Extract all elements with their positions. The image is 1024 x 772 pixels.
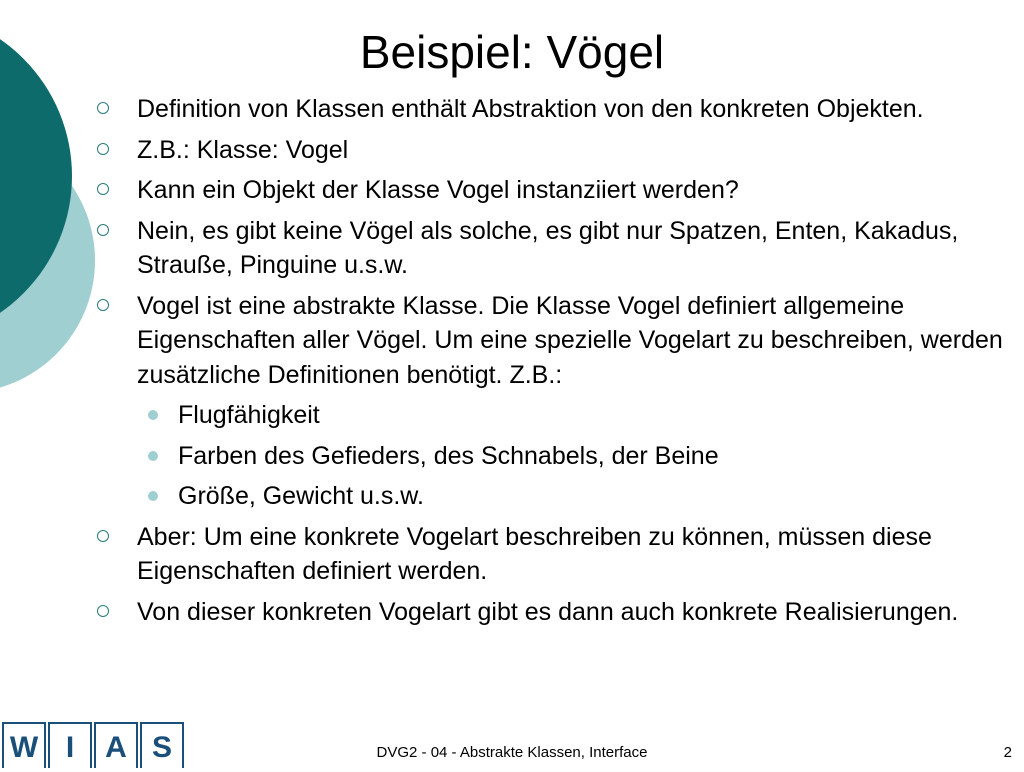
hollow-circle-bullet-icon [97,299,109,311]
sub-bullet-item [148,398,1018,433]
footer-text: DVG2 - 04 - Abstrakte Klassen, Interface [376,744,648,761]
bullet-text: Z.B.: Klasse: Vogel [137,135,349,164]
bullet-item [93,214,1018,283]
sub-bullet-text: Größe, Gewicht u.s.w. [178,482,424,510]
slide-title: Beispiel: Vögel [359,26,665,78]
sub-bullet-item [148,439,1018,474]
hollow-circle-bullet-icon [97,605,109,617]
bullet-text: Definition von Klassen enthält Abstraktion von den konkreten Objekten. [137,95,924,123]
sub-bullet-item [148,479,1018,514]
hollow-circle-bullet-icon [97,530,109,542]
bullet-item [93,520,1018,589]
hollow-circle-bullet-icon [97,143,109,155]
logo-letter: I [48,722,92,768]
hollow-circle-bullet-icon [97,224,109,236]
filled-dot-bullet-icon [148,410,158,420]
bullet-text: Von dieser konkreten Vogelart gibt es dann auch konkrete Realisierungen. [137,597,959,626]
filled-dot-bullet-icon [148,491,158,501]
bullet-item [93,595,1018,630]
bullet-text: Kann ein Objekt der Klasse Vogel instanziiert werden? [137,176,739,204]
bullet-text: Vogel ist eine abstrakte Klasse. Die Klasse Vogel definiert allgemeine Eigenschaften aller Vögel. Um eine spezielle Vogelart zu beschreiben, werden zusätzliche Definitionen benötigt. Z.B.: [137,291,1003,389]
page-number: 2 [1003,744,1012,761]
sub-bullet-text: Flugfähigkeit [178,401,320,429]
slide-content [93,92,1018,635]
hollow-circle-bullet-icon [97,183,109,195]
logo-letter: W [2,722,46,768]
logo-letter: S [140,722,184,768]
bullet-item [93,133,1018,168]
filled-dot-bullet-icon [148,451,158,461]
bullet-text: Nein, es gibt keine Vögel als solche, es gibt nur Spatzen, Enten, Kakadus, Strauße, Pinguine u.s.w. [137,216,959,279]
bullet-item [93,173,1018,208]
logo-letter: A [94,722,138,768]
sub-bullet-text: Farben des Gefieders, des Schnabels, der Beine [178,441,719,470]
bullet-item [93,92,1018,127]
bullet-text: Aber: Um eine konkrete Vogelart beschreiben zu können, müssen diese Eigenschaften definiert werden. [137,522,932,585]
bullet-item [93,289,1018,393]
hollow-circle-bullet-icon [97,102,109,114]
